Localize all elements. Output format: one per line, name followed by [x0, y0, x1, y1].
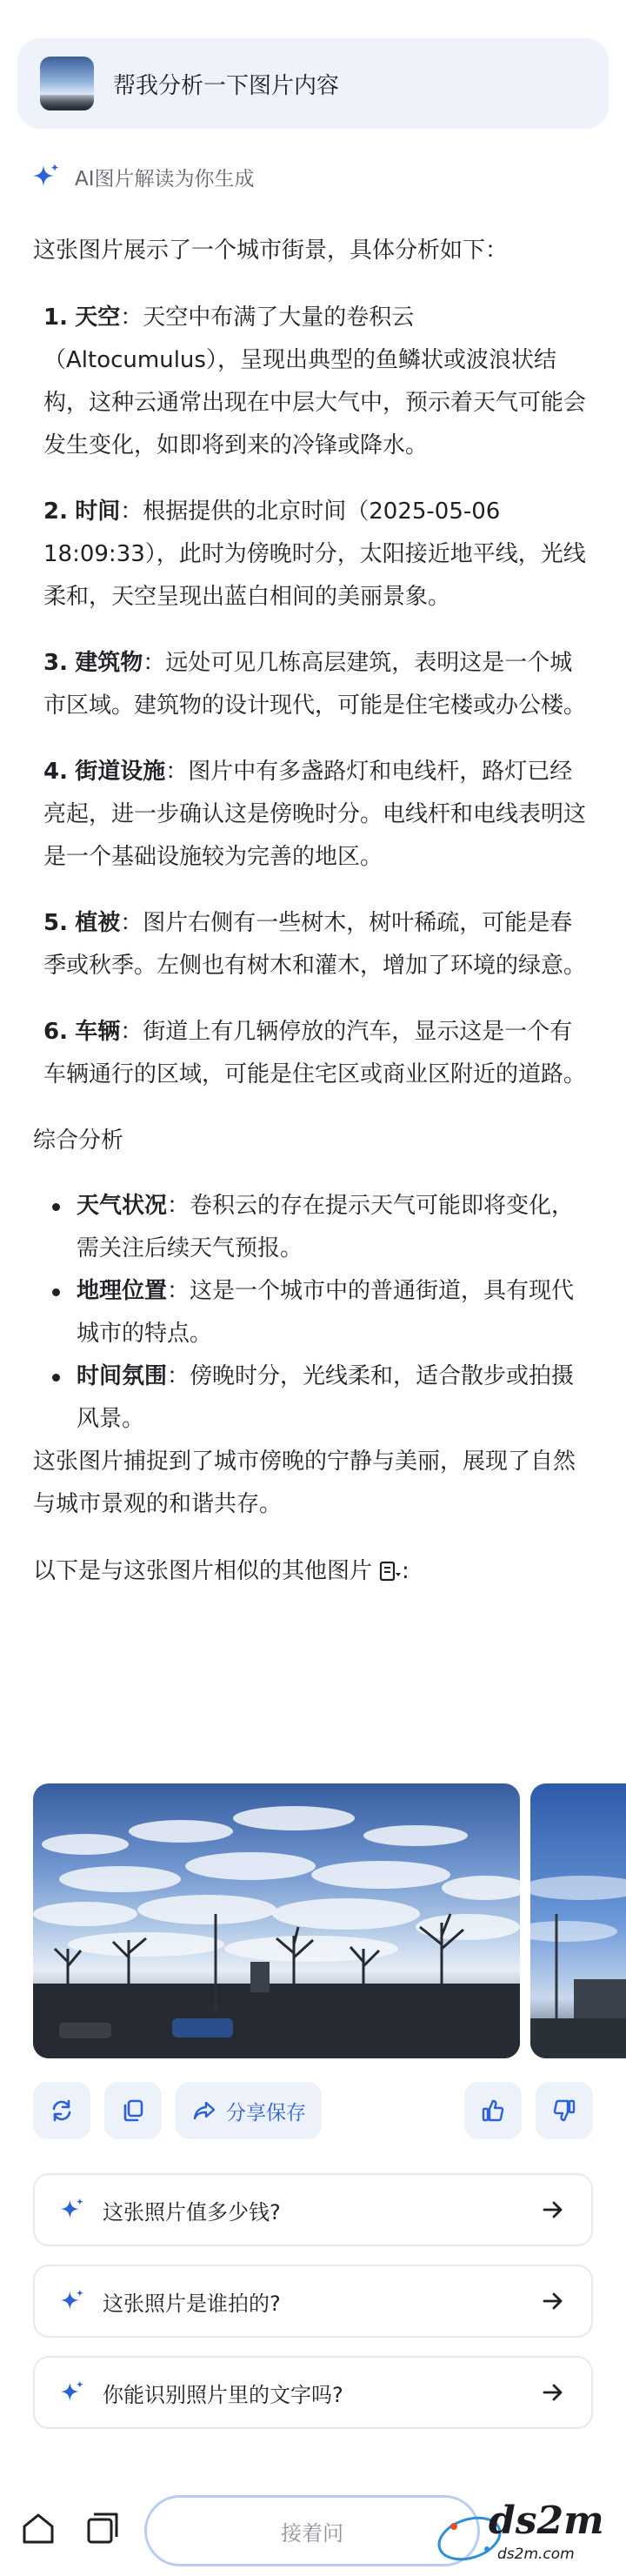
ai-answer	[33, 230, 595, 1593]
summary-bullets	[43, 1185, 595, 1441]
item-number: 1.	[43, 304, 68, 331]
item-text: ：街道上有几辆停放的汽车，显示这是一个有车辆通行的区域，可能是住宅区或商业区附近的道路。	[43, 1019, 587, 1087]
item-title: 植被	[75, 910, 121, 936]
item-title: 街道设施	[75, 759, 166, 785]
answer-item	[43, 642, 595, 727]
cloudy-sky-illustration	[33, 1783, 520, 2058]
answer-item	[43, 491, 595, 619]
item-number: 3.	[43, 650, 68, 676]
item-text: ：图片中有多盏路灯和电线杆，路灯已经亮起，进一步确认这是傍晚时分。电线杆和电线表明这是一个基础设施较为完善的地区。	[43, 759, 587, 870]
bullet-title: 天气状况	[77, 1193, 168, 1219]
share-save-button[interactable]	[176, 2082, 322, 2139]
item-title: 车辆	[75, 1019, 121, 1045]
follow-up-placeholder: 接着问	[281, 2520, 343, 2546]
summary-bullet	[43, 1355, 595, 1441]
item-number: 4.	[43, 759, 68, 785]
answer-intro: 这张图片展示了一个城市街景，具体分析如下：	[33, 238, 509, 264]
similar-images-gallery[interactable]	[33, 1783, 626, 2058]
sparkle-icon	[59, 2379, 85, 2405]
suggestion-text: 这张照片值多少钱?	[103, 2199, 281, 2225]
like-button[interactable]	[464, 2082, 522, 2139]
share-save-label: 分享保存	[226, 2101, 306, 2124]
item-number: 5.	[43, 910, 68, 936]
sparkle-icon	[31, 162, 61, 191]
query-image-thumbnail[interactable]	[40, 57, 94, 110]
answer-item	[43, 1011, 595, 1096]
sparkle-icon	[59, 2288, 85, 2314]
item-title: 建筑物	[75, 650, 143, 676]
dislike-button[interactable]	[536, 2082, 593, 2139]
similar-images-label: 以下是与这张图片相似的其他图片	[33, 1558, 373, 1584]
suggestion-item[interactable]	[33, 2356, 593, 2429]
user-query-bubble	[17, 38, 609, 129]
item-text: ：图片右侧有一些树木，树叶稀疏，可能是春季或秋季。左侧也有树木和灌木，增加了环境的绿意。	[43, 910, 587, 979]
summary-bullet	[43, 1270, 595, 1355]
arrow-right-icon	[541, 2289, 565, 2313]
bottom-bar	[0, 2479, 626, 2576]
watermark-logo-text: ds2m	[489, 2499, 604, 2543]
regenerate-button[interactable]	[33, 2082, 90, 2139]
follow-up-input[interactable]	[144, 2495, 480, 2566]
suggestion-item[interactable]	[33, 2265, 593, 2338]
ai-tag-label: AI图片解读为你生成	[75, 167, 255, 191]
similar-image-1[interactable]	[33, 1783, 520, 2058]
copy-icon	[120, 2098, 146, 2124]
suggestion-item[interactable]	[33, 2173, 593, 2246]
suggestion-text: 你能识别照片里的文字吗?	[103, 2382, 343, 2407]
item-number: 6.	[43, 1019, 68, 1045]
ai-generated-tag	[31, 162, 255, 191]
sparkle-icon	[59, 2197, 85, 2223]
bullet-text: ：傍晚时分，光线柔和，适合散步或拍摄风景。	[77, 1363, 575, 1432]
share-icon	[191, 2098, 217, 2124]
similar-image-2[interactable]	[530, 1783, 626, 2058]
suggestion-text: 这张照片是谁拍的?	[103, 2291, 281, 2316]
item-title: 天空	[75, 304, 121, 331]
bullet-title: 时间氛围	[77, 1363, 168, 1389]
answer-conclusion: 这张图片捕捉到了城市傍晚的宁静与美丽，展现了自然与城市景观的和谐共存。	[33, 1449, 576, 1517]
item-text: ：远处可见几栋高层建筑，表明这是一个城市区域。建筑物的设计现代，可能是住宅楼或办公楼。	[43, 650, 587, 719]
document-dropdown-icon[interactable]	[379, 1559, 402, 1585]
answer-item	[43, 297, 595, 467]
similar-images-line	[33, 1550, 595, 1593]
site-watermark	[435, 2499, 623, 2572]
refresh-icon	[49, 2098, 75, 2124]
bullet-text: ：卷积云的存在提示天气可能即将变化，需关注后续天气预报。	[77, 1193, 575, 1261]
bullet-text: ：这是一个城市中的普通街道，具有现代城市的特点。	[77, 1278, 575, 1347]
user-query-text: 帮我分析一下图片内容	[113, 72, 340, 99]
item-text: ：根据提供的北京时间（2025-05-06 18:09:33），此时为傍晚时分，太阳接近地平线，光线柔和，天空呈现出蓝白相间的美丽景象。	[43, 498, 586, 610]
thumbs-up-icon	[480, 2098, 506, 2124]
colon: :	[402, 1558, 410, 1584]
item-title: 时间	[75, 498, 121, 525]
item-text: ：天空中布满了大量的卷积云（Altocumulus），呈现出典型的鱼鳞状或波浪状结构，这种云通常出现在中层大气中，预示着天气可能会发生变化，如即将到来的冷锋或降水。	[43, 304, 587, 458]
copy-button[interactable]	[104, 2082, 162, 2139]
summary-heading: 综合分析	[33, 1127, 124, 1154]
thumbs-down-icon	[551, 2098, 577, 2124]
answer-actions	[33, 2082, 593, 2139]
answer-item	[43, 751, 595, 879]
item-number: 2.	[43, 498, 68, 525]
tabs-icon[interactable]	[83, 2509, 122, 2547]
bullet-title: 地理位置	[77, 1278, 168, 1304]
home-icon[interactable]	[19, 2509, 57, 2547]
sky-street-illustration	[530, 1783, 626, 2058]
arrow-right-icon	[541, 2198, 565, 2222]
arrow-right-icon	[541, 2380, 565, 2405]
answer-item	[43, 902, 595, 987]
watermark-url: ds2m.com	[497, 2546, 575, 2563]
summary-bullet	[43, 1185, 595, 1270]
